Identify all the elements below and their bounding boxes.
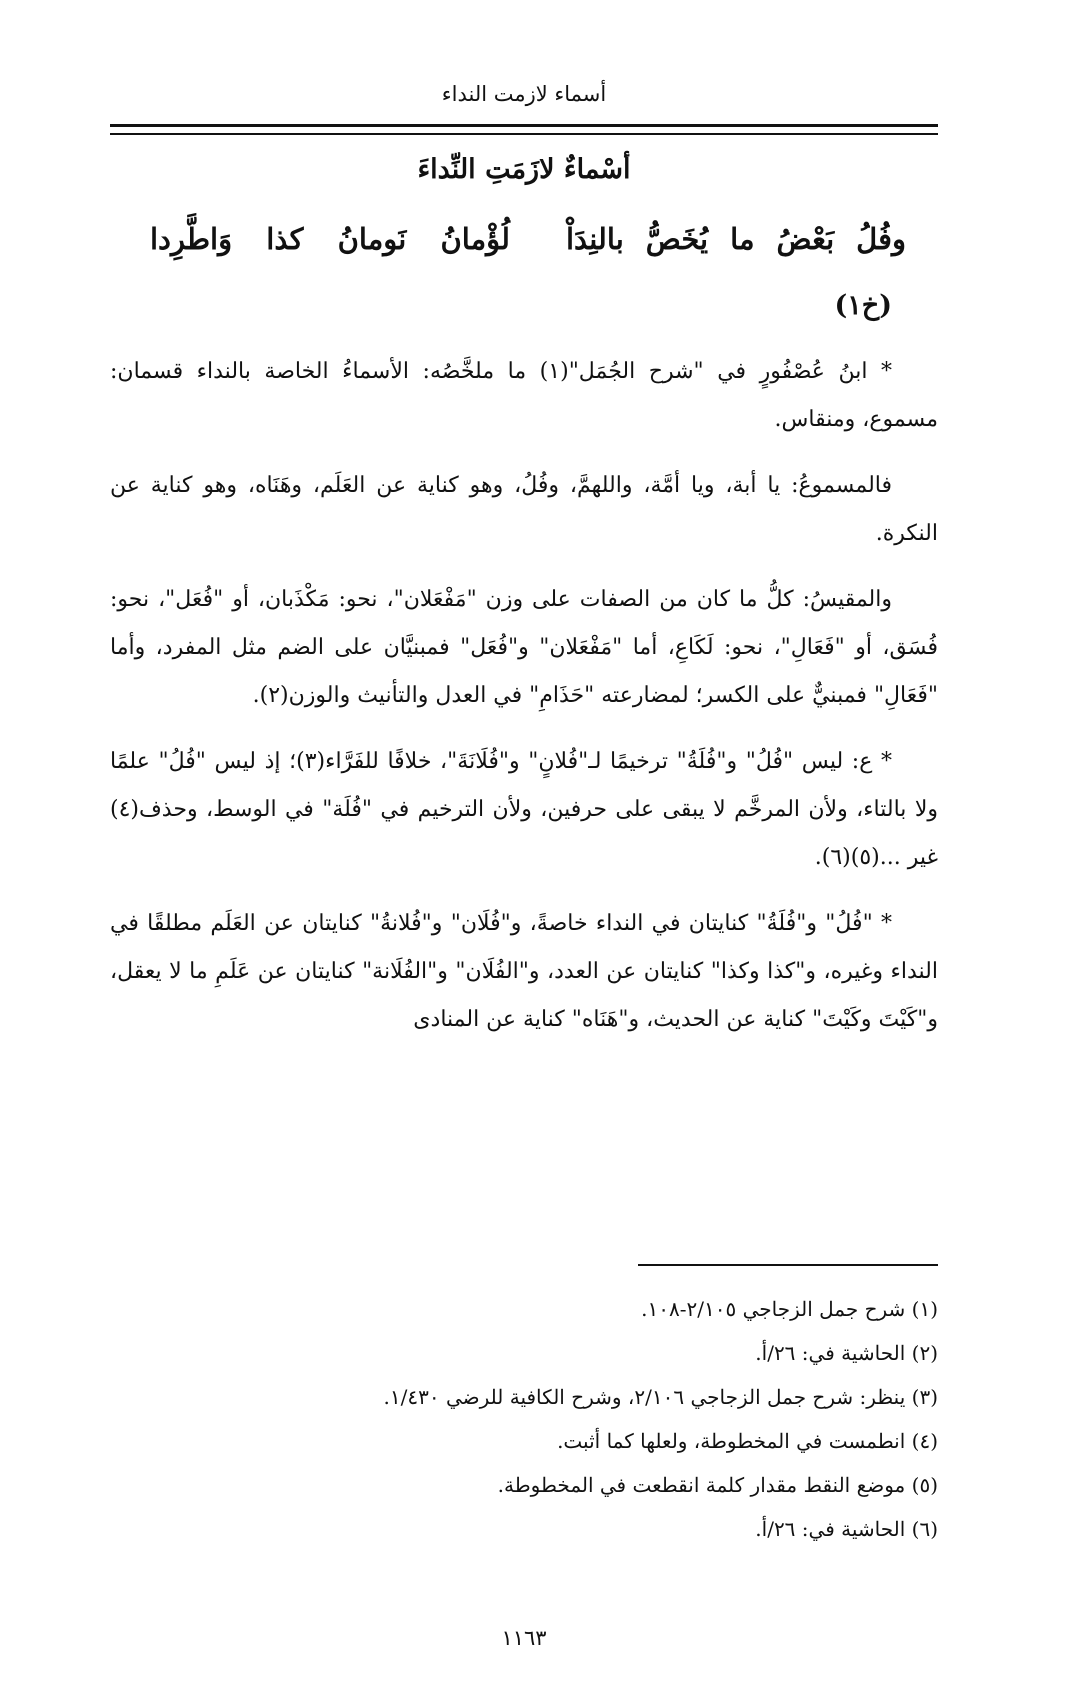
footnote-6: (٦) الحاشية في: ٢٦/أ. (755, 1517, 938, 1541)
header-rule-thin (110, 133, 938, 135)
verse-second-hemistich: لُؤْمانُ نَومانُ كذا وَاطَّرِدا (150, 222, 510, 256)
page-number: ١١٦٣ (501, 1626, 547, 1650)
footnote-1: (١) شرح جمل الزجاجي ٢/١٠٥-١٠٨. (641, 1297, 938, 1321)
header-rule-thick (110, 124, 938, 127)
footnote-5: (٥) موضع النقط مقدار كلمة انقطعت في المخطوطة. (497, 1473, 938, 1497)
footnote-2: (٢) الحاشية في: ٢٦/أ. (755, 1341, 938, 1365)
paragraph-tarkhim: * ع: ليس "فُلُ" و"فُلَةُ" ترخيمًا لـ"فُلانٍ" و"فُلَانَةَ"، خلافًا للفَرَّاء(٣)؛ إذ ليس "فُلُ" علمًا ولا بالتاء، ولأن المرخَّم لا يبقى على حرفين، ولأن الترخيم في "فُلَة" في الوسط، وحذف(٤) غير ...(٥)(٦). (110, 749, 938, 870)
body-text (110, 348, 938, 1062)
paragraph-masmu: فالمسموعُ: يا أبة، ويا أمَّة، واللهمَّ، وفُلُ، وهو كناية عن العَلَم، وهَنَاه، وهو كناية عن النكرة. (110, 473, 938, 546)
paragraph-kinayat: * "فُلُ" و"فُلَةُ" كنايتان في النداء خاصةً، و"فُلَان" و"فُلانةُ" كنايتان عن العَلَم مطلقًا في النداء وغيره، و"كذا وكذا" كنايتان عن العدد، و"الفُلَان" و"الفُلَانة" كنايتان عن عَلَمِ ما لا يعقل، و"كَيْتَ وكَيْتَ" كناية عن الحديث، و"هَنَاه" كناية عن المنادى (110, 911, 938, 1032)
section-title: أسْماءٌ لازَمَتِ النِّداءَ (417, 154, 631, 185)
poem-verse (150, 222, 906, 272)
footnote-4: (٤) انطمست في المخطوطة، ولعلها كما أثبت. (557, 1429, 938, 1453)
footnotes (158, 1287, 938, 1551)
footnote-separator (638, 1264, 938, 1266)
running-header: أسماء لازمت النداء (441, 82, 607, 106)
verse-reference: (خ١) (834, 290, 892, 321)
paragraph-maqis: والمقيسُ: كلُّ ما كان من الصفات على وزن "مَفْعَلان"، نحو: مَكْذَبان، أو "فُعَل"، نحو: فُسَق، أو "فَعَالِ"، نحو: لَكَاعِ، أما "مَفْعَلان" و"فُعَل" فمبنيَّان على الضم مثل المفرد، وأما "فَعَالِ" فمبنيٌّ على الكسر؛ لمضارعته "حَذَامِ" في العدل والتأنيث والوزن(٢). (110, 587, 938, 708)
paragraph-ibn-usfur: * ابنُ عُصْفُورٍ في "شرح الجُمَل"(١) ما ملخَّصُه: الأسماءُ الخاصة بالنداء قسمان: مسموع، ومنقاس. (110, 359, 938, 432)
verse-first-hemistich: وفُلُ بَعْضُ ما يُخَصُّ بالنِدَاْ (566, 222, 906, 256)
footnote-3: (٣) ينظر: شرح جمل الزجاجي ٢/١٠٦، وشرح الكافية للرضي ١/٤٣٠. (383, 1385, 938, 1409)
